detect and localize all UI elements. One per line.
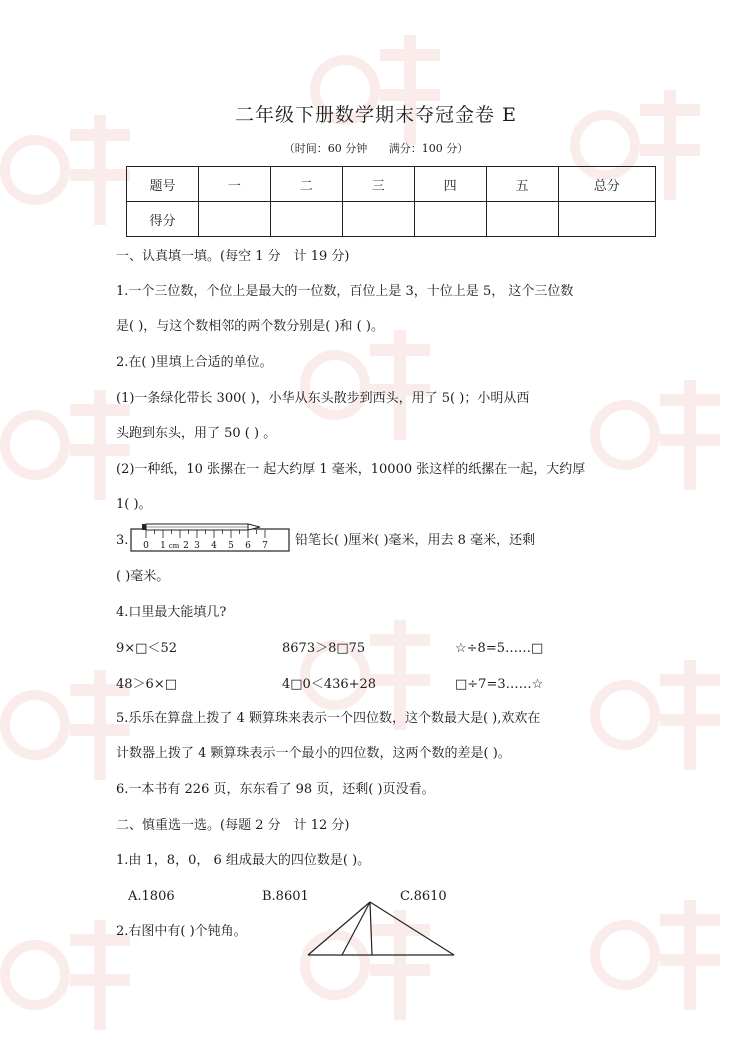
score-table-cell: 得分 (127, 202, 199, 237)
exam-full-score: 满分：100 分） (388, 142, 469, 155)
question-text: 铅笔长( )厘米( )毫米，用去 8 毫米，还剩 (295, 533, 536, 548)
question-text: (1)一条绿化带长 300( )，小华从东头散步到西头，用了 5( )；小明从西 (116, 391, 530, 406)
question-text: 1.一个三位数，个位上是最大的一位数，百位上是 3，十位上是 5， 这个三位数 (116, 284, 574, 299)
pencil-icon (142, 524, 260, 530)
section1-heading: 一、认真填一填。(每空 1 分 计 19 分) (116, 249, 350, 264)
question-text: 5.乐乐在算盘上拨了 4 颗算珠来表示一个四位数，这个数最大是( ),欢欢在 (116, 711, 541, 726)
question-text: 是( )，与这个数相邻的两个数分别是( )和 ( )。 (116, 319, 384, 334)
score-table-cell: 四 (414, 167, 486, 202)
section2-heading: 二、慎重选一选。(每题 2 分 计 12 分) (116, 818, 350, 833)
score-input-cell[interactable] (342, 202, 414, 237)
ruler-tick-label: 4 (211, 541, 217, 551)
inequality-item: 48＞6×□ (116, 677, 177, 692)
question-text: 头跑到东头，用了 50 ( ) 。 (116, 426, 277, 441)
question-number: 3. (116, 533, 129, 548)
choice-option-a: A.1806 (128, 889, 175, 904)
inequality-item: 8673＞8□75 (282, 641, 366, 656)
question-text: 1( )。 (116, 497, 152, 512)
watermark-logo-icon (580, 880, 730, 1030)
inequality-item: ☆÷8=5……□ (455, 641, 544, 656)
ruler-tick-label: 3 (194, 541, 200, 551)
score-input-cell[interactable] (486, 202, 558, 237)
ruler-pencil-icon (130, 523, 290, 553)
score-table-cell: 五 (486, 167, 558, 202)
score-table (126, 166, 656, 237)
question-text: 4.口里最大能填几? (116, 605, 227, 620)
question-text: 2.右图中有( )个钝角。 (116, 924, 247, 939)
score-table-header-row (127, 167, 656, 202)
triangle-figure-icon (306, 899, 456, 957)
score-table-cell: 总分 (558, 167, 655, 202)
score-table-cell: 三 (342, 167, 414, 202)
choice-option-b: B.8601 (262, 889, 309, 904)
exam-time: （时间：60 分钟 (283, 142, 368, 155)
ruler-tick-label: 7 (262, 541, 268, 551)
question-text: ( )毫米。 (116, 569, 170, 584)
score-input-cell[interactable] (270, 202, 342, 237)
inequality-item: 4□0＜436+28 (282, 677, 377, 692)
ruler-tick-label: 5 (228, 541, 234, 551)
ruler-tick-label: 2 (183, 541, 189, 551)
choice-option-c: C.8610 (400, 889, 447, 904)
question-text: 计数器上拨了 4 颗算珠表示一个最小的四位数，这两个数的差是( )。 (116, 746, 511, 761)
score-input-cell[interactable] (558, 202, 655, 237)
inequality-item: 9×□＜52 (116, 641, 177, 656)
inequality-item: □÷7=3……☆ (455, 677, 544, 692)
watermark-logo-icon (580, 640, 730, 790)
watermark-logo-icon (580, 360, 730, 510)
question-text: 6.一本书有 226 页，东东看了 98 页，还剩( )页没看。 (116, 782, 435, 797)
ruler-tick-label: 1 (160, 541, 166, 551)
question-text: 1.由 1，8，0， 6 组成最大的四位数是( )。 (116, 853, 371, 868)
score-input-cell[interactable] (198, 202, 270, 237)
score-table-cell: 题号 (127, 167, 199, 202)
score-table-cell: 二 (270, 167, 342, 202)
exam-subtitle (0, 140, 752, 156)
ruler-tick-label: 6 (245, 541, 251, 551)
score-input-cell[interactable] (414, 202, 486, 237)
exam-title: 二年级下册数学期末夺冠金卷 E (235, 104, 517, 126)
ruler-unit-label: cm (168, 542, 180, 550)
score-table-score-row (127, 202, 656, 237)
score-table-cell: 一 (198, 167, 270, 202)
question-text: (2)一种纸，10 张摞在一 起大约厚 1 毫米，10000 张这样的纸摞在一起，大约厚 (116, 462, 586, 477)
ruler-tick-label: 0 (143, 541, 149, 551)
question-text: 2.在( )里填上合适的单位。 (116, 355, 273, 370)
